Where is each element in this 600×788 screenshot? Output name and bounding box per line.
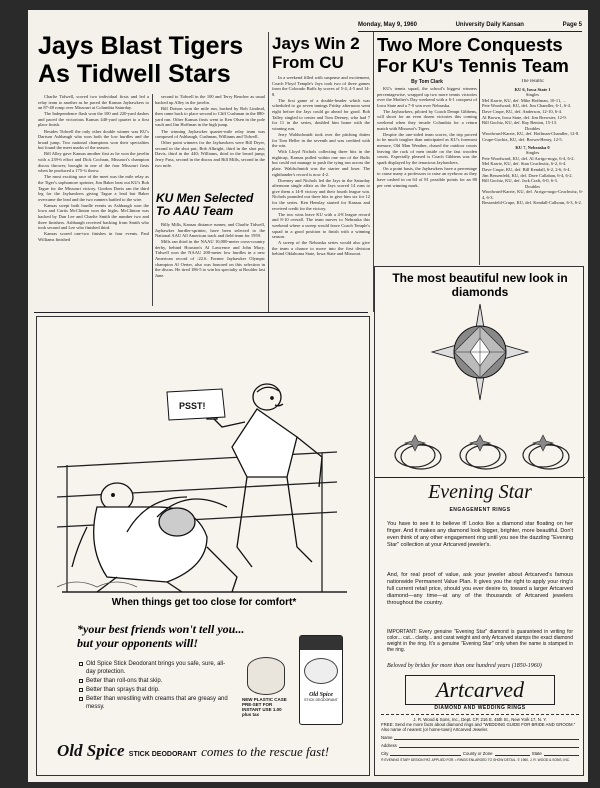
article-paragraph: A sweep of the Nebraska series would also give the team a chance to move into the first division behind Oklahoma State, Iowa State and Missouri.	[272, 240, 370, 257]
results-line: Crupe-Gochiz, KU, def. Brown-Henry, 12-5.	[482, 136, 563, 142]
results-line: Pete Woodward, KU, def. Jim Chandler, 6-1, 6-4.	[482, 103, 571, 109]
jays-blast-headline: Jays Blast Tigers As Tidwell Stars	[38, 32, 244, 88]
results-title: The results:	[520, 79, 545, 84]
article-paragraph: Bill Alley gave Kansas another first as he won the javelin with a 239-6 effort and Dick Cochran, Missouri's champion discus thrower, brought in one of the four Missouri firsts when he produced a 175-¾ throw.	[38, 151, 149, 174]
artcarved-ad	[374, 266, 584, 776]
page-header	[358, 22, 582, 28]
coupon-city-label: City	[381, 751, 389, 756]
bullet-box-icon	[79, 662, 83, 666]
article-paragraph: Charlie Tidwell, scored two individual firsts and led a relay team to another as he paced the Kansas Jayhawkers to an 87-48 romp over Missouri at Columbia Saturday.	[38, 94, 149, 111]
article-paragraph: Mills ran third in the NAAU 10,000-meter cross-country derby, behind Houston's Al Lawrence and John Macy. Tidwell won the NAAU 200-meter low hurdles in a new American record of :22.6. Former Jayhawker Olympic champion Al Oerter, also was honored on this selection in the discus. He tired 186-5 to win his specialty at Boulder last June.	[155, 239, 265, 278]
jays-win-headline: Jays Win 2 From CU	[272, 34, 360, 72]
artcarved-logo-sub: DIAMOND AND WEDDING RINGS	[434, 705, 526, 711]
old-spice-tagline: *your best friends won't tell you... but your opponents will!	[77, 622, 245, 650]
article-paragraph: On a point basis, the Jayhawkers have a percentage to cause many a professors to raise an eyebrow as they have cashed in on 64 of 81 possible points for an 80 per cent winning mark.	[377, 165, 477, 188]
coupon-state-label: State	[531, 751, 542, 756]
article-paragraph: In a weekend filled with suspense and excitement, Coach Floyd Temple's Jays took two of three games from the Colorado Buffs by scores of 5-4, 4-5 and 14-8.	[272, 75, 370, 97]
ad-rule	[375, 477, 585, 478]
jays-blast-col2	[155, 94, 265, 187]
article-paragraph: The first game of a double-header which was scheduled to go seven innings Friday afternoon went eight before the Jays could go ahead for good. Bob Talley singled to center and Tom Deeney, who had 7 for 11 in the series, doubled him home with the winning run.	[272, 97, 370, 131]
artcarved-beloved: Beloved by brides for more than one hundred years (1850-1960)	[387, 663, 542, 669]
bullet-text: Better than sprays that drip.	[86, 687, 160, 693]
article-paragraph: KU's tennis squad, the school's biggest winners percentagewise, wrapped up two more tennis victories over the Mother's Day weekend with a 6-1 conquest of Iowa State and a 7-0 win over Nebraska.	[377, 86, 477, 108]
tennis-results	[482, 79, 583, 266]
tennis-body	[377, 86, 477, 266]
wrestlers-figure	[72, 483, 237, 592]
coupon-name-field[interactable]	[394, 735, 579, 740]
old-spice-caption: When things get too close for comfort*	[111, 597, 297, 608]
old-spice-brand: Old Spice	[57, 741, 125, 760]
psst-text: PSST!	[179, 401, 206, 411]
bullet-box-icon	[79, 688, 83, 692]
coupon-name-label: Name	[381, 735, 393, 740]
results-line: Al Brown, Iowa State, def. Jim Brewster, 12-9.	[482, 114, 567, 120]
column-rule	[152, 94, 153, 306]
stick-sub-label: STICK DEODORANT	[304, 698, 338, 702]
article-paragraph: Billy Mills, Kansas distance runner, and Charlie Tidwell, Jayhawker hurdler-sprinter, have been selected to the National AAU All American track and field team for 1959.	[155, 222, 265, 239]
engagement-rings-subtitle: ENGAGEMENT RINGS	[449, 507, 511, 513]
article-paragraph: With Lloyd Nichols collecting three hits in the nightcap, Kansas pulled within one run of the Buffs but could not manage to push the tying run across the plate. Waldschmidt was the starter and loser. The righthander's record is now 4-2.	[272, 149, 370, 177]
bullet-box-icon	[79, 697, 83, 701]
coupon-address-label: Address	[381, 743, 397, 748]
results-heading: KU 7, Nebraska 0	[515, 144, 550, 150]
article-paragraph: The winning Jayhawker quarter-mile relay team was composed of Ashbaugh, Cushman, Williams and Tidwell.	[155, 128, 265, 140]
artcarved-body-2: And, for real proof of value, ask your jeweler about Artcarved's famous nationwide Permanent Value Plan. It gives you the right to apply your ring's full current retail price, should you ever desire to, toward a larger Artcarved diamond—any time—at any of the thousands of Artcarved jewelers throughout the country.	[387, 572, 573, 606]
header-date: Monday, May 9, 1960	[358, 22, 417, 28]
coupon-county-label: County or Zone	[462, 751, 493, 756]
results-line: Dave Crupe, KU, def. Bill Kendall, 6-2, 2-6, 6-4.	[482, 166, 571, 172]
article-paragraph: Other point winners for the Jayhawkers were Bill Dryer, second in the shot put; Bob Albright, third in the shot put; Davis, third in the 440; Williams, third in the broad jump; Jerry Fuss, second in the discus and Bill Mills, second in the two mile.	[155, 140, 265, 168]
ku-aau-body	[155, 222, 265, 308]
results-line: Dave Crupe, KU, def. Anderson, 12-10, 6-4.	[482, 108, 562, 114]
artcarved-headline: The most beautiful new look in diamonds	[392, 271, 568, 299]
article-paragraph: The Jayhawkers, piloted by Coach Dempt Gibbens, will shoot for an even dozen victories this coming weekend when they invade Columbia for a return match with Missouri's Tigers.	[377, 108, 477, 131]
coupon-state-field[interactable]	[544, 751, 579, 756]
artcarved-logo: Artcarved	[405, 675, 555, 705]
section-rule	[34, 312, 368, 313]
bullet-text: Old Spice Stick Deodorant brings you safe, sure, all-day protection.	[86, 661, 226, 675]
results-line: Bill Gochiz, KU, def. Jack Craft, 6-0, 6-3.	[482, 178, 558, 184]
ship-icon	[304, 658, 338, 684]
results-line: Mel Karrie, KU, def. Mike Hoffman, 10-11, ...	[482, 97, 566, 103]
results-heading: KU 6, Iowa State 1	[514, 86, 551, 92]
column-rule	[479, 79, 480, 265]
header-rule	[358, 31, 582, 32]
results-line: Bessenfeld-Crupe, KU, def. Kendall-Calhoun, 6-3, 6-2.	[482, 200, 582, 206]
star-diamond-icon	[430, 302, 530, 402]
article-paragraph: The two wins leave KU with a 4-8 league record and 8-10 overall. The team moves to Nebraska this weekend where a sweep would leave Coach Temple's squad in a good position to finish with a winning season.	[272, 211, 370, 240]
column-rule	[268, 32, 269, 312]
coupon-fine-print: ® EVENING STAR* DESIGN PAT. APPLIED FOR. • RINGS ENLARGED TO SHOW DETAIL. © 1960, J. R. WOOD & SONS, INC.	[381, 758, 571, 762]
bullet-item	[79, 686, 229, 694]
engagement-rings-illustration	[385, 427, 575, 472]
bullet-text: Better than wrestling with creams that are greasy and messy.	[86, 696, 228, 710]
old-spice-footer	[57, 741, 357, 761]
results-subheading: Singles	[525, 150, 540, 156]
stick-label: Old Spice	[309, 692, 333, 698]
bullet-item	[79, 677, 229, 685]
bullet-item	[79, 660, 229, 676]
results-subheading: Doubles	[525, 183, 540, 189]
plastic-case-icon	[247, 657, 285, 695]
tennis-headline: Two More Conquests For KU's Tennis Team	[377, 34, 569, 76]
newspaper-page	[28, 10, 588, 782]
old-spice-ad	[36, 316, 370, 776]
results-subheading: Singles	[525, 92, 540, 98]
artcarved-coupon	[381, 714, 579, 763]
artcarved-body: You have to see it to believe it! Looks like a diamond star floating on her finger. And it makes any diamond look bigger, brighter, more beautiful. Don't even think of any other engagement ring until you see the dazzling "Evening Star" collection at your Artcarved jeweler's.	[387, 521, 573, 548]
bullet-box-icon	[79, 679, 83, 683]
old-spice-bullets	[79, 660, 229, 712]
artcarved-important: IMPORTANT: Every genuine "Evening Star" diamond is guaranteed in writing for color... cut... clarity... and carat weight and only Artcarved stamps the exact diamond weight in the ring. It's a genuine "Evening Star" only when the name is stamped in the ring.	[387, 629, 573, 653]
results-subheading: Doubles	[525, 125, 540, 131]
results-line: Woodward-Karrie, KU, def. Hoffman-Chandler, 12-8.	[482, 131, 580, 137]
old-spice-brand-suffix: STICK DEODORANT	[128, 751, 197, 758]
deodorant-stick-icon	[299, 635, 343, 725]
jays-win-body	[272, 75, 370, 311]
article-paragraph: Kansas scored one-two finishes in four events. Paul Williams finished	[38, 231, 149, 242]
coupon-address: J. R. Wood & Sons, Inc., Dept. CP, 216 E. 45th St., New York 17, N. Y.	[413, 717, 547, 722]
coupon-offer: FREE: Send me more facts about diamond rings and "WEDDING GUIDE FOR BRIDE AND GROOM." Also name of nearest (or home-town) Artcarved Jeweler.	[381, 722, 576, 732]
article-paragraph: Despite the one-sided team scores, the trip proved to be much tougher than anticipated as KU's foremost menace, Old Man Weather, chased the outdoor courts leaving the rack of men inside on the fast wooden courts. Especially pleased is Coach Gibbens was the spark displayed by the tenacious Jayhawkers.	[377, 131, 477, 165]
plastic-case-note: NEW PLASTIC CASE PRE-SET FOR INSTANT USE 1.00 plus tax	[242, 697, 287, 717]
article-paragraph: Kansas swept both hurdle events as Ashbaugh won the lowa and Curtis McClinton won the highs. McClinton was backed by Dan Lee and Charlie Smith the number two and three finishers. Ashbaugh received backing from Smith who took second and Lee who finished third.	[38, 202, 149, 231]
results-line: Mel Karrie, KU, def. Stan Cruchwitz, 6-2, 6-4.	[482, 161, 567, 167]
results-line: Jim Bessenfeld, KU, def. Dave Callahan, 6-4, 6-2.	[482, 172, 573, 178]
header-page: Page 5	[562, 22, 582, 28]
ku-aau-headline: KU Men Selected To AAU Team	[156, 191, 254, 218]
article-paragraph: Bill Dotson won the mile run, backed by Bob Lindrud, then came back to place second to Cliff Cushman in the 880-yard run. Other Kansas firsts went to Ken Olsen in the pole vault and Jim Hoffman in the high jump.	[155, 105, 265, 128]
bullet-text: Better than roll-ons that skip.	[86, 678, 163, 684]
article-paragraph: The most exciting race of the meet was the mile relay as the Tiger's sophomore sprinter, Jim Baker beat out KU's Bob Tague for the Missouri victory. Gordon Davis ran the third leg for the Jayhawkers giving Tague a lead but Baker overcame the lead and the two runners battled to the wire.	[38, 174, 149, 202]
evening-star-title: Evening Star	[428, 481, 532, 503]
tennis-byline: By Tom Clark	[411, 79, 443, 85]
article-paragraph: The Independence flash won the 100 and 220-yard dashes and paced the victorious Kansas 440-yard quartet to a first place finish.	[38, 111, 149, 128]
results-line: Bill Gochiz, KU, def. Ray Benton, 15-13.	[482, 120, 558, 126]
jays-blast-col1	[38, 94, 149, 306]
article-paragraph: Jerry Waldschmidt took over the pitching duties for Tom Heller in the seventh and was credited with the win.	[272, 131, 370, 149]
results-line: Woodward-Karrie, KU, def. Arrigo-nogo-Cruchwitz, 6-4, 6-3.	[482, 189, 583, 200]
wrestling-cartoon	[57, 347, 357, 607]
article-paragraph: second to Tidwell in the 100 and Terry Beucher as usual backed up Alley in the javelin.	[155, 94, 265, 105]
article-paragraph: Besides Tidwell the only other double winner was KU's Dartson Ashbaugh who won both the low hurdles and the broad jump. Two national champions won their specialties but found the meet marks of the season.	[38, 128, 149, 151]
header-paper: University Daily Kansan	[455, 22, 524, 28]
article-paragraph: Doerney and Nichols led the Jays in the Saturday afternoon single affair as the Jays scored 14 runs to give them a 14-8 victory and their fourth league win. Nichols pounded out three hits to give him six for 12 for the series. Ken Henslay started for Kansas and received credit for the victory.	[272, 177, 370, 211]
results-line: Pete Woodward, KU, def. Al Arrigo-nogo, 6-4, 6-2.	[482, 155, 575, 161]
coupon-address-field[interactable]	[399, 743, 579, 748]
coupon-county-field[interactable]	[495, 751, 530, 756]
old-spice-script: comes to the rescue fast!	[201, 744, 330, 759]
bullet-item	[79, 695, 229, 711]
coupon-city-field[interactable]	[390, 751, 460, 756]
psst-sign	[167, 389, 225, 420]
